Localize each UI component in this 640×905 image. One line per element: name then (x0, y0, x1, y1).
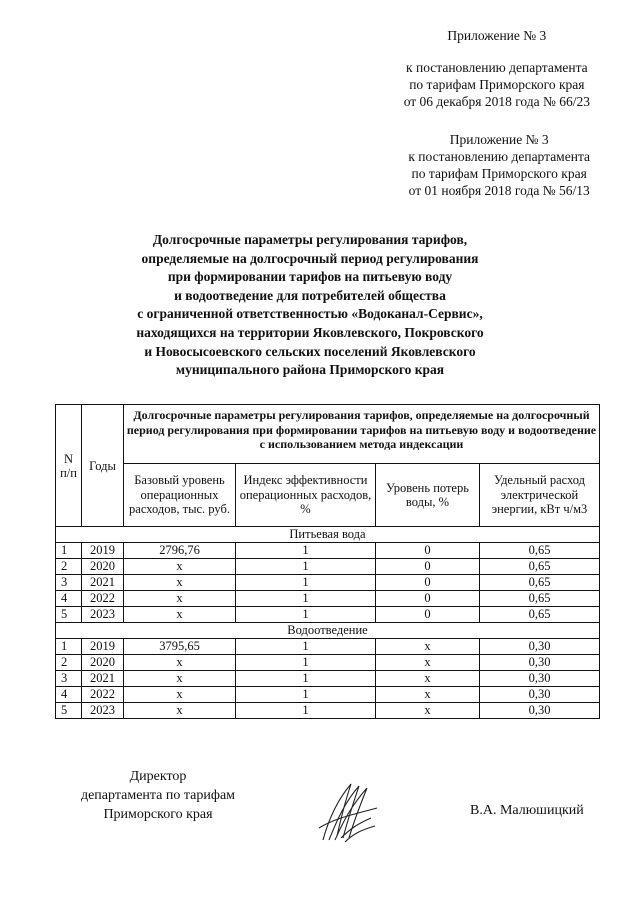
cell-water-loss: 0 (376, 543, 480, 559)
signer-role-line: департамента по тарифам (80, 788, 236, 803)
cell-base-level: x (124, 575, 236, 591)
cell-efficiency-index: 1 (236, 607, 376, 623)
cell-water-loss: x (376, 703, 480, 719)
appendix-original (408, 131, 590, 199)
title-line: и Новосысоевского сельских поселений Яковлевского (144, 343, 476, 359)
table-body (56, 527, 600, 719)
appendix-line: от 01 ноября 2018 года № 56/13 (408, 183, 590, 198)
cell-num: 3 (56, 671, 82, 687)
cell-energy: 0,65 (480, 543, 600, 559)
header-num: N п/п (56, 405, 82, 527)
cell-water-loss: x (376, 671, 480, 687)
cell-efficiency-index: 1 (236, 671, 376, 687)
cell-num: 2 (56, 559, 82, 575)
cell-year: 2021 (82, 671, 124, 687)
header-params: Долгосрочные параметры регулирования тарифов, определяемые на долгосрочный период регулирования при формировании тарифов на питьевую воду и водоотведение с использованием метода индексации (124, 405, 600, 464)
signer-role-line: Директор (129, 769, 187, 784)
cell-year: 2022 (82, 591, 124, 607)
title-line: определяемые на долгосрочный период регулирования (141, 250, 479, 266)
appendix-line: по тарифам Приморского края (409, 77, 585, 92)
cell-year: 2023 (82, 703, 124, 719)
cell-year: 2020 (82, 559, 124, 575)
cell-year: 2023 (82, 607, 124, 623)
appendix-line: от 06 декабря 2018 года № 66/23 (403, 94, 590, 109)
header-efficiency-index: Индекс эффективности операционных расходов, % (236, 464, 376, 527)
cell-year: 2020 (82, 655, 124, 671)
table-row (56, 559, 600, 575)
table-row (56, 591, 600, 607)
appendix-line: по тарифам Приморского края (411, 166, 587, 181)
cell-base-level: x (124, 655, 236, 671)
table-row (56, 671, 600, 687)
cell-year: 2019 (82, 639, 124, 655)
cell-num: 5 (56, 703, 82, 719)
table-row (56, 543, 600, 559)
cell-base-level: x (124, 703, 236, 719)
cell-base-level: x (124, 687, 236, 703)
cell-water-loss: 0 (376, 607, 480, 623)
title-line: находящихся на территории Яковлевского, Покровского (136, 324, 484, 340)
cell-efficiency-index: 1 (236, 655, 376, 671)
cell-year: 2019 (82, 543, 124, 559)
section-row (56, 623, 600, 639)
title-line: с ограниченной ответственностью «Водоканал-Сервис», (137, 306, 483, 322)
cell-water-loss: x (376, 687, 480, 703)
cell-energy: 0,30 (480, 687, 600, 703)
cell-num: 4 (56, 687, 82, 703)
cell-energy: 0,30 (480, 703, 600, 719)
signer-role-line: Приморского края (103, 807, 213, 822)
header-base-level: Базовый уровень операционных расходов, тыс. руб. (124, 464, 236, 527)
cell-num: 4 (56, 591, 82, 607)
title-line: Долгосрочные параметры регулирования тарифов, (152, 232, 468, 247)
title-line: муниципального района Приморского края (175, 362, 445, 378)
cell-num: 2 (56, 655, 82, 671)
cell-efficiency-index: 1 (236, 591, 376, 607)
cell-energy: 0,65 (480, 607, 600, 623)
appendix-line: к постановлению департамента (408, 149, 590, 164)
appendix-current (404, 27, 590, 110)
cell-efficiency-index: 1 (236, 639, 376, 655)
cell-efficiency-index: 1 (236, 575, 376, 591)
table-row (56, 575, 600, 591)
appendix-title: Приложение № 3 (449, 132, 549, 147)
cell-energy: 0,65 (480, 591, 600, 607)
cell-efficiency-index: 1 (236, 687, 376, 703)
signer-name: В.А. Малюшицкий (470, 803, 584, 818)
cell-water-loss: 0 (376, 575, 480, 591)
cell-year: 2021 (82, 575, 124, 591)
cell-year: 2022 (82, 687, 124, 703)
section-label: Водоотведение (56, 623, 600, 639)
header-years: Годы (82, 405, 124, 527)
title-line: при формировании тарифов на питьевую воду (167, 269, 453, 285)
cell-efficiency-index: 1 (236, 559, 376, 575)
table-row (56, 655, 600, 671)
header-water-loss: Уровень потерь воды, % (376, 464, 480, 527)
table-row (56, 639, 600, 655)
cell-base-level: 2796,76 (124, 543, 236, 559)
cell-energy: 0,30 (480, 639, 600, 655)
signer-role (58, 767, 258, 824)
cell-water-loss: x (376, 655, 480, 671)
cell-base-level: x (124, 591, 236, 607)
appendix-line: к постановлению департамента (406, 60, 588, 75)
cell-water-loss: x (376, 639, 480, 655)
cell-efficiency-index: 1 (236, 543, 376, 559)
cell-energy: 0,65 (480, 559, 600, 575)
handwritten-signature (315, 778, 385, 848)
cell-energy: 0,30 (480, 655, 600, 671)
cell-efficiency-index: 1 (236, 703, 376, 719)
cell-water-loss: 0 (376, 559, 480, 575)
table-row (56, 687, 600, 703)
cell-base-level: x (124, 671, 236, 687)
cell-energy: 0,65 (480, 575, 600, 591)
parameters-table (55, 404, 600, 719)
document-title (95, 231, 525, 380)
cell-energy: 0,30 (480, 671, 600, 687)
cell-num: 3 (56, 575, 82, 591)
title-line: и водоотведение для потребителей общества (174, 287, 446, 303)
cell-num: 5 (56, 607, 82, 623)
cell-base-level: 3795,65 (124, 639, 236, 655)
cell-base-level: x (124, 559, 236, 575)
cell-num: 1 (56, 543, 82, 559)
cell-num: 1 (56, 639, 82, 655)
appendix-title: Приложение № 3 (447, 28, 547, 43)
header-energy-consumption: Удельный расход электрической энергии, кВт ч/м3 (480, 464, 600, 527)
table-row (56, 703, 600, 719)
section-row (56, 527, 600, 543)
cell-base-level: x (124, 607, 236, 623)
section-label: Питьевая вода (56, 527, 600, 543)
cell-water-loss: 0 (376, 591, 480, 607)
table-row (56, 607, 600, 623)
